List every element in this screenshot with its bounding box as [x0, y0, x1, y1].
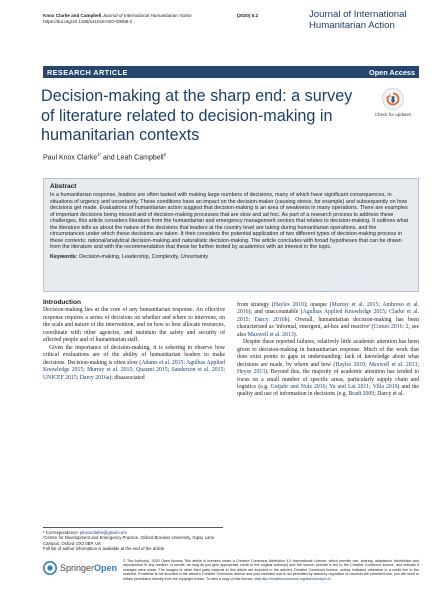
license-url[interactable]: http://creativecommons.org/licenses/by/4.0/ [261, 576, 331, 581]
citation-link[interactable]: Darcy 2016a [79, 374, 110, 381]
citation-link[interactable]: Murray et al. 2015 [87, 367, 133, 374]
citation-link[interactable]: Maxwell et al. 2013 [247, 331, 294, 338]
body-column-left [43, 299, 225, 382]
body-paragraph: from strategy (Hayles 2010); opaque (Murray et al. 2015; Ambroso et al. 2016); and unaccountable (Agulhas Applied Knowledge 2015; Clarke et al. 2015; Darcy 2016b). Overall, humanitarian decision-making has been characterised as 'informal, emergent, ad-hoc and reactive' (Comes 2016: 2, see also Maxwell et al. 2013). [237, 302, 420, 338]
citation-link[interactable]: Agulhas Applied Knowledge 2015 [302, 309, 386, 316]
citation-link[interactable]: Bradt 2009 [348, 391, 375, 398]
citation-link[interactable]: Clarke et al. 2015 [237, 309, 419, 323]
citation-link[interactable]: Ambroso et al. 2016 [237, 302, 420, 316]
doi-link[interactable]: https://doi.org/10.1186/s41018-020-00068-2 [43, 19, 133, 25]
citation-authors: Knox Clarke and Campbell [43, 13, 103, 18]
citation-link[interactable]: Heyse 2013 [237, 369, 266, 376]
citation-link[interactable]: Hayles 2010 [273, 302, 305, 308]
citation-link[interactable]: Comes 2016: 2 [373, 324, 409, 331]
body-column-right [237, 302, 419, 399]
springer-open-logo-icon [43, 561, 57, 575]
keywords-list: Decision-making, Leadership, Complexity, Uncertainty [79, 253, 209, 260]
author-info-note: Full list of author information is available at the end of the article [43, 546, 165, 552]
year-volume: (2020) 5:2 [237, 13, 259, 18]
abstract-heading: Abstract [50, 183, 77, 190]
author-connector: and [103, 154, 115, 162]
keywords-label: Keywords: [50, 253, 78, 260]
citation-link[interactable]: UNICEF 2015 [43, 374, 77, 381]
author-affiliation-mark: 1* [97, 152, 102, 157]
publisher-logo [43, 561, 117, 575]
citation-link[interactable]: Murray et al. 2015 [331, 302, 379, 308]
correspondence-line: * Correspondence: pknoxclarke@gmail.com [43, 530, 127, 535]
running-header-citation [43, 13, 192, 25]
abstract-text: In a humanitarian response, leaders are often tasked with making large numbers of decisions, many of which have significant consequences, in situations of urgency and uncertainty. These conditions have an impact on the decision-maker (causing stress, for example) and subsequently on how decisions get made. Evaluations of humanitarian action suggest that decision-making is an area of weakness in many operations. There are examples of important decisions being missed and of decision-making processes that are slow and ad hoc. As part of a research process to address these challenges, this article considers literature from the humanitarian and emergency management sectors that relates to decision-making. It outlines what the literature tells us about the nature of the decisions that leaders at the country level are taking during humanitarian operations, and the circumstances under which these decisions are taken. It then considers the potential application of two different types of decision-making process in these contexts: rational/analytical decision-making and naturalistic decision-making. The article concludes with broad hypotheses that can be drawn from the literature and with the recommendation that these be further tested by academics with an interest in the topic. [50, 192, 409, 251]
citation-link[interactable]: Adams et al. 2015 [141, 359, 184, 366]
affiliation-line: ¹Centre for Development and Emergency Practice, Oxford Brookes University, Gipsy Lane Campus, Oxford OX3 0BP, UK [43, 535, 215, 546]
citation-link[interactable]: Sanderson et al. 2015 [171, 367, 224, 374]
citation-link[interactable]: Quasmi 2015 [136, 367, 168, 374]
article-type-banner [43, 66, 419, 78]
citation-link[interactable]: Maxwell et al. 2013 [368, 361, 418, 368]
article-type-label: RESEARCH ARTICLE [47, 67, 128, 77]
section-heading-introduction: Introduction [43, 299, 81, 306]
license-text: © The Author(s). 2020 Open Access This article is licensed under a Creative Commons Attribution 4.0 International License, which permits use, sharing, adaptation, distribution and reproduction in any medium or format, as long as you give appropriate credit to the original author(s) and the source, provide a link to the Creative Commons licence, and indicate if changes were made. The images or other third party material in this article are included in the article's Creative Commons licence, unless indicated otherwise in a credit line to the material. If material is not included in the article's Creative Commons licence and your intended use is not permitted by statutory regulation or exceeds the permitted use, you will need to obtain permission directly from the copyright holder. To view a copy of this licence, visit http://creativecommons.org/licenses/by/4.0/. [123, 559, 419, 581]
body-paragraph: Decision-making lies at the core of any humanitarian response. An effective response requires a series of decisions on whether and where to intervene, on the scale and nature of the intervention, and on how to best allocate resources, coordinate with other agencies, and maintain the safety and security of affected people and of humanitarian staff. [43, 307, 225, 344]
abstract-box [43, 178, 419, 292]
journal-name: Journal of International Humanitarian Action [309, 9, 407, 31]
check-for-updates-label: Check for updates [374, 112, 412, 117]
citation-link[interactable]: Darcy 2016b [254, 316, 288, 323]
body-paragraph: Despite these reported failures, relatively little academic attention has been given to decision-making in humanitarian response. Much of the work that does exist points to gaps in understanding: lack of knowledge about what decisions are made, by whom and how (Hayles 2010; Maxwell et al. 2013; Heyse 2013). Beyond this, the majority of academic attention has tended to focus on a small number of specific areas, particularly supply chain and logistics (e.g. Gutjahr and Nolz 2016; Yu and Lai 2011; Villa 2019) and the quality and use of information in decisions (e.g. Bradt 2009; Darcy et al. [237, 339, 419, 398]
check-for-updates-button[interactable] [369, 88, 417, 117]
author-list [43, 152, 166, 161]
open-access-label: Open Access [369, 67, 415, 77]
author-affiliation-mark: 2 [163, 152, 167, 157]
article-title: Decision-making at the sharp end: a survey of literature related to decision-making in humanitarian contexts [41, 87, 353, 144]
citation-link[interactable]: Agulhas Applied Knowledge 2015 [43, 359, 226, 374]
citation-link[interactable]: Hayles 2010 [335, 361, 366, 368]
citation-link[interactable]: Villa 2019 [372, 383, 398, 390]
body-paragraph: Given the importance of decision-making, it is sobering to observe how critical evaluations are of the ability of humanitarian leaders to make decisions. Decision-making is often slow (Adams et al. 2015; Agulhas Applied Knowledge 2015; Murray et al. 2015; Quasmi 2015; Sanderson et al. 2015; UNICEF 2015; Darcy 2016a); disassociated [43, 344, 226, 381]
citation-link[interactable]: Yu and Lai 2011 [329, 383, 370, 390]
citation-link[interactable]: Gutjahr and Nolz 2016 [270, 383, 326, 390]
author-name[interactable]: Paul Knox Clarke [43, 154, 98, 162]
author-name[interactable]: Leah Campbell [116, 154, 164, 162]
citation-journal: Journal of International Humanitarian Action [102, 13, 192, 18]
publisher-name: SpringerOpen [60, 563, 118, 573]
check-for-updates-icon [382, 88, 404, 110]
keywords-line [50, 254, 412, 261]
footnotes [43, 527, 223, 552]
correspondence-email[interactable]: pknoxclarke@gmail.com [80, 530, 127, 535]
